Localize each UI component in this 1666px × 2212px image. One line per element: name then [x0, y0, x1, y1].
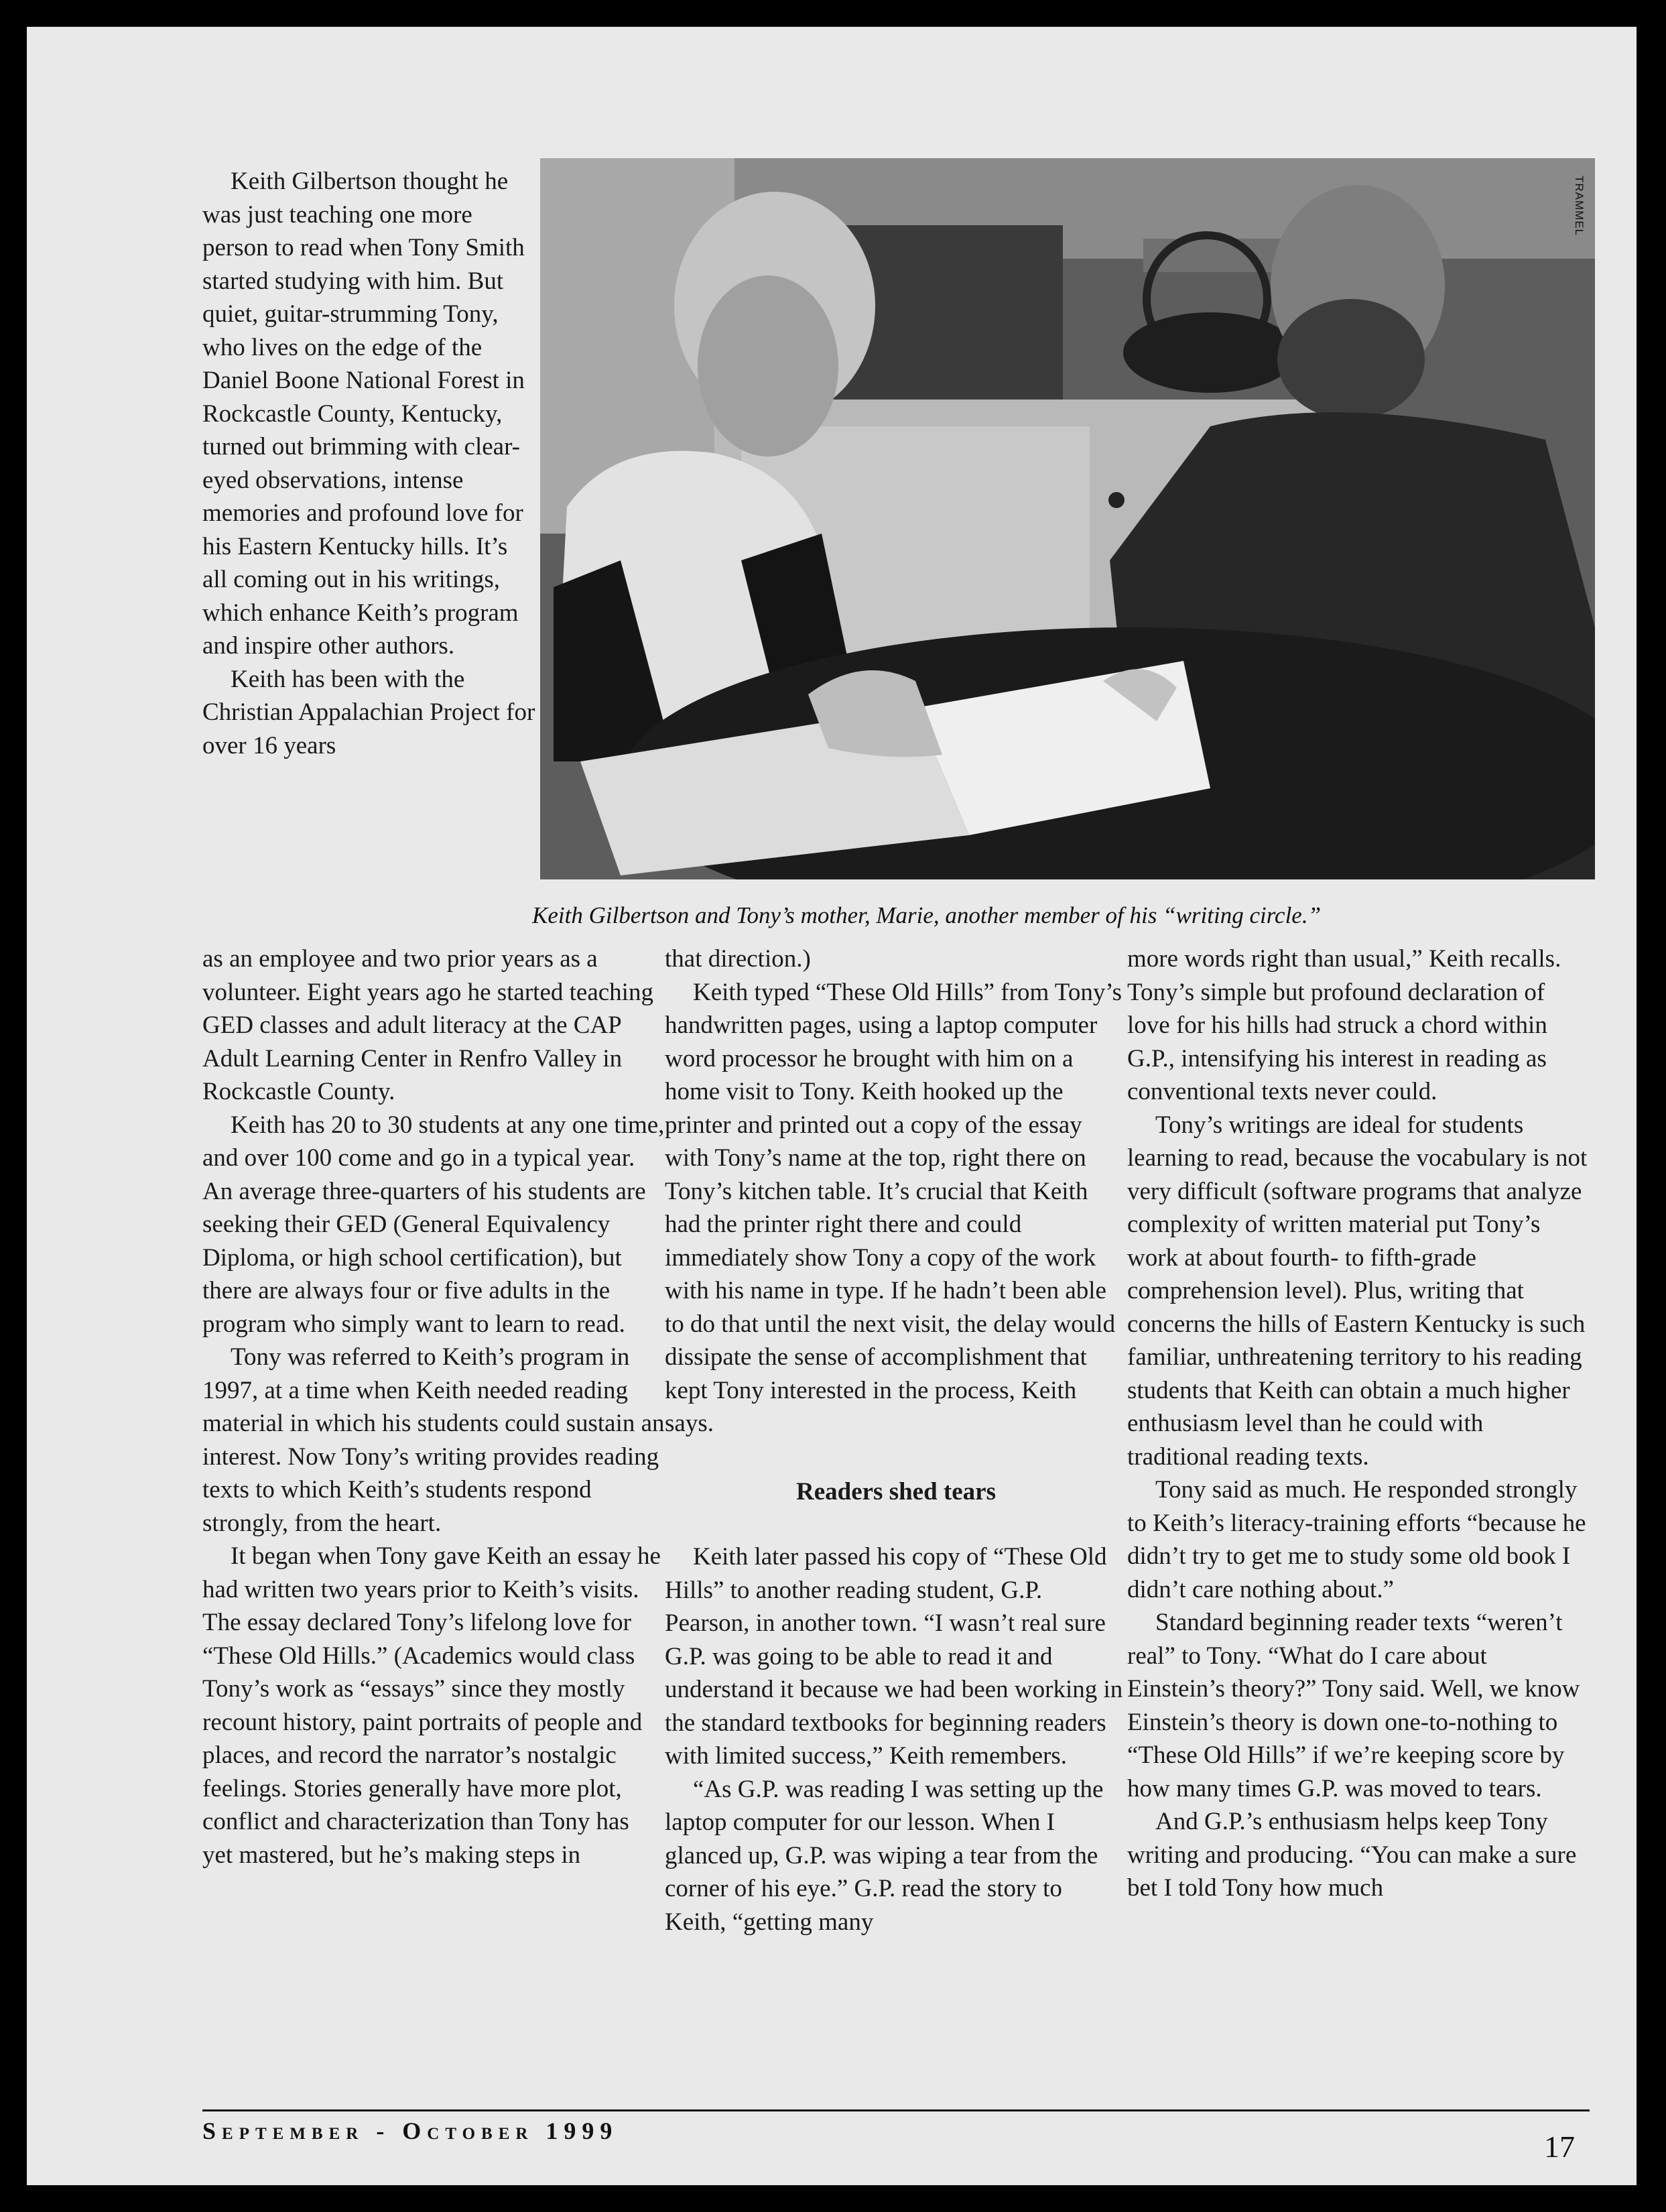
paragraph: Keith Gilbertson thought he was just teaching one more person to read when Tony Smith started studying with him. But quiet, guitar-strumming Tony, who lives on the edge of the Daniel Boone National Forest in Rockcastle County, Kentucky, turned out brimming with clear-eyed observations, intense memories and profound love for his Eastern Kentucky hills. It’s all coming out in his writings, which enhance Keith’s program and inspire other authors.	[202, 168, 525, 660]
paragraph: Keith later passed his copy of “These Old Hills” to another reading student, G.P. Pearson, in another town. “I wasn’t real sure G.P. was going to be able to read it and understand it because we had been working in the standard textbooks for beginning readers with limited success,” Keith remembers.	[665, 1543, 1123, 1770]
paragraph: Tony’s writings are ideal for students learning to read, because the vocabulary is not very difficult (software programs that analyze complexity of written material put Tony’s work at about fourth- to fifth-grade comprehension level). Plus, writing that concerns the hills of Eastern Kentucky is such familiar, unthreatening territory to his reading students that Keith can obtain a much higher enthusiasm level than he could with traditional reading texts.	[1127, 1111, 1588, 1471]
paragraph: that direction.)	[665, 945, 811, 973]
footer-rule	[202, 2109, 1590, 2111]
article-column-2	[665, 942, 1127, 1939]
paragraph: Standard beginning reader texts “weren’t real” to Tony. “What do I care about Einstein’s theory?” Tony said. Well, we know Einstein’s theory is down one-to-nothing to “These Old Hills” if we’re keeping score by how many times G.P. was moved to tears.	[1127, 1609, 1580, 1802]
section-subhead: Readers shed tears	[795, 1477, 996, 1506]
article-photo	[540, 158, 1595, 879]
kitchen-table-photo-illustration	[540, 158, 1595, 879]
paragraph: Keith has 20 to 30 students at any one time, and over 100 come and go in a typical year. An average three-quarters of his students are seeking their GED (General Equivalency Diploma, or high school certification), but there are always four or five adults in the program who simply want to learn to read.	[202, 1111, 665, 1338]
paragraph: “As G.P. was reading I was setting up the laptop computer for our lesson. When I glanced up, G.P. was wiping a tear from the corner of his eye.” G.P. read the story to Keith, “getting many	[665, 1775, 1104, 1936]
article-column-1-top	[202, 165, 537, 762]
footer-issue-date: September - October 1999	[202, 2117, 619, 2144]
article-column-1	[202, 942, 665, 1871]
paragraph: It began when Tony gave Keith an essay he had written two years prior to Keith’s visits. The essay declared Tony’s lifelong love for “These Old Hills.” (Academics would class Tony’s work as “essays” since they mostly recount history, paint portraits of people and places, and record the narrator’s nostalgic feelings. Stories generally have more plot, conflict and characterization than Tony has yet mastered, but he’s making steps in	[202, 1542, 661, 1869]
paragraph: Keith typed “These Old Hills” from Tony’s handwritten pages, using a laptop computer word processor he brought with him on a home visit to Tony. Keith hooked up the printer and printed out a copy of the essay with Tony’s name at the top, right there on Tony’s kitchen table. It’s crucial that Keith had the printer right there and could immediately show Tony a copy of the work with his name in type. If he hadn’t been able to do that until the next visit, the delay would dissipate the sense of accomplishment that kept Tony interested in the process, Keith says.	[665, 978, 1123, 1437]
paragraph: Keith has been with the Christian Appalachian Project for over 16 years	[202, 665, 535, 759]
paragraph: Tony was referred to Keith’s program in 1997, at a time when Keith needed reading material in which his students could sustain an interest. Now Tony’s writing provides reading texts to which Keith’s students respond strongly, from the heart.	[202, 1343, 665, 1537]
magazine-page	[27, 27, 1637, 2185]
article-column-3	[1127, 942, 1590, 1905]
page-number: 17	[1544, 2130, 1575, 2164]
paragraph: Tony said as much. He responded strongly to Keith’s literacy-training efforts “because he didn’t try to get me to study some old book I didn’t care nothing about.”	[1127, 1476, 1586, 1603]
photo-credit: TRAMMEL	[1573, 176, 1586, 237]
paragraph: And G.P.’s enthusiasm helps keep Tony writing and producing. “You can make a sure bet I told Tony how much	[1127, 1808, 1577, 1902]
paragraph: more words right than usual,” Keith recalls. Tony’s simple but profound declaration of love for his hills had struck a chord within G.P., intensifying his interest in reading as conventional texts never could.	[1127, 945, 1561, 1105]
paragraph: as an employee and two prior years as a volunteer. Eight years ago he started teaching GED classes and adult literacy at the CAP Adult Learning Center in Renfro Valley in Rockcastle County.	[202, 945, 653, 1105]
photo-caption: Keith Gilbertson and Tony’s mother, Marie, another member of his “writing circle.”	[532, 902, 1322, 928]
